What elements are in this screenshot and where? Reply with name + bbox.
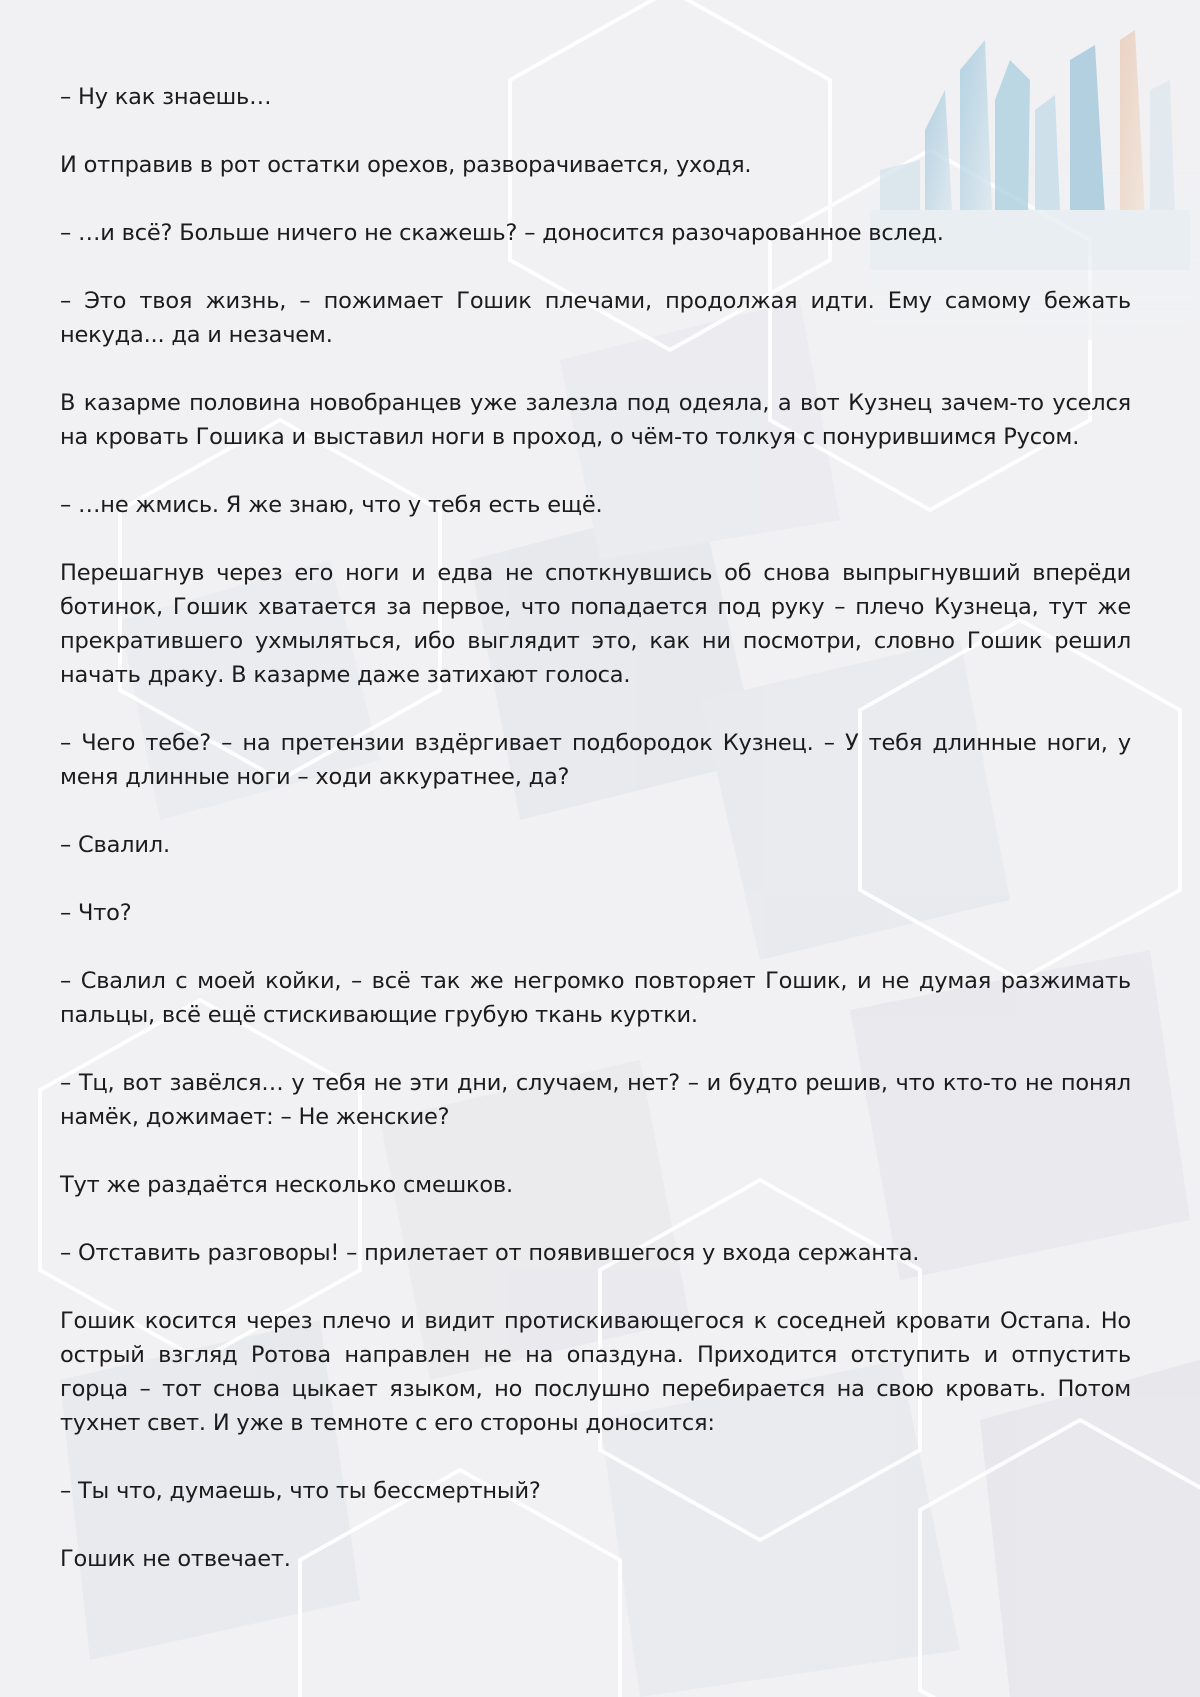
- paragraph: – Это твоя жизнь, – пожимает Гошик плечами, продолжая идти. Ему самому бежать некуда... да и незачем.: [60, 288, 1131, 348]
- paragraph: Перешагнув через его ноги и едва не споткнувшись об снова выпрыгнувший вперёди ботинок, Гошик хватается за первое, что попадается под руку – плечо Кузнеца, тут же прекратившего ухмыляться, ибо выглядит это, как ни посмотри, словно Гошик решил начать драку. В казарме даже затихают голоса.: [60, 560, 1131, 688]
- document-page: [60, 80, 1131, 1610]
- paragraph: – Тц, вот завёлся… у тебя не эти дни, случаем, нет? – и будто решив, что кто-то не понял намёк, дожимает: – Не женские?: [60, 1070, 1131, 1130]
- paragraph: В казарме половина новобранцев уже залезла под одеяла, а вот Кузнец зачем-то уселся на кровать Гошика и выставил ноги в проход, о чём-то толкуя с понурившимся Русом.: [60, 390, 1131, 450]
- paragraph: И отправив в рот остатки орехов, разворачивается, уходя.: [60, 152, 752, 178]
- paragraph: – Чего тебе? – на претензии вздёргивает подбородок Кузнец. – У тебя длинные ноги, у меня длинные ноги – ходи аккуратнее, да?: [60, 730, 1131, 790]
- paragraph: – …и всё? Больше ничего не скажешь? – доносится разочарованное вслед.: [60, 220, 944, 246]
- paragraph: – Ты что, думаешь, что ты бессмертный?: [60, 1478, 541, 1504]
- paragraph: Гошик не отвечает.: [60, 1546, 291, 1572]
- paragraph: – Отставить разговоры! – прилетает от появившегося у входа сержанта.: [60, 1240, 920, 1266]
- paragraph: – Свалил.: [60, 832, 170, 858]
- paragraph: Тут же раздаётся несколько смешков.: [60, 1172, 513, 1198]
- paragraph: Гошик косится через плечо и видит протискивающегося к соседней кровати Остапа. Но острый взгляд Ротова направлен не на опаздуна. Приходится отступить и отпустить горца – тот снова цыкает языком, но послушно перебирается на свою кровать. Потом тухнет свет. И уже в темноте с его стороны доносится:: [60, 1308, 1131, 1436]
- paragraph: – Ну как знаешь…: [60, 84, 272, 110]
- paragraph: – …не жмись. Я же знаю, что у тебя есть ещё.: [60, 492, 603, 518]
- paragraph: – Что?: [60, 900, 132, 926]
- paragraph: – Свалил с моей койки, – всё так же негромко повторяет Гошик, и не думая разжимать пальцы, всё ещё стискивающие грубую ткань куртки.: [60, 968, 1131, 1028]
